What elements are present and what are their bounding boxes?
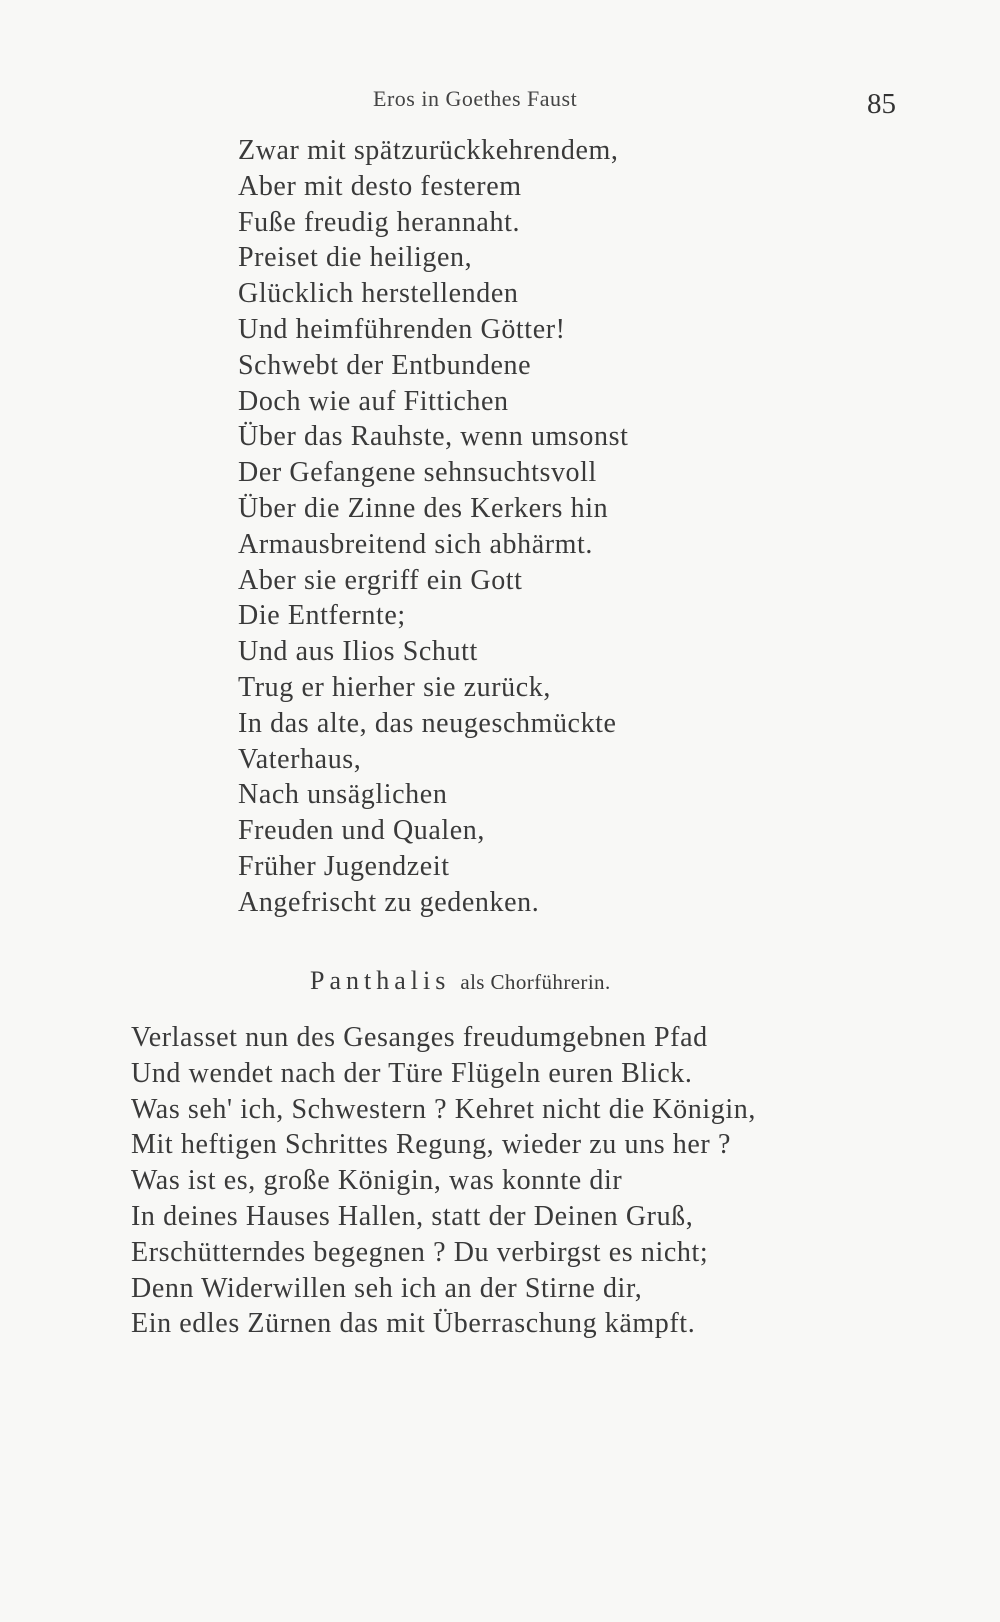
speech-line: Und wendet nach der Türe Flügeln euren Blick. bbox=[131, 1057, 693, 1089]
speaker-role: als Chorführerin. bbox=[460, 970, 611, 994]
verse-line: Angefrischt zu gedenken. bbox=[238, 886, 540, 918]
verse-line: In das alte, das neugeschmückte bbox=[238, 707, 617, 739]
verse-line: Über die Zinne des Kerkers hin bbox=[238, 492, 609, 524]
speech-block bbox=[131, 1020, 756, 1342]
speaker-heading bbox=[310, 966, 611, 996]
verse-line: Aber mit desto festerem bbox=[238, 170, 522, 202]
speech-line: Ein edles Zürnen das mit Überraschung kämpft. bbox=[131, 1308, 696, 1340]
verse-line: Zwar mit spätzurückkehrendem, bbox=[238, 135, 619, 166]
verse-line: Über das Rauhste, wenn umsonst bbox=[238, 421, 629, 453]
speech-line: Was seh' ich, Schwestern ? Kehret nicht die Königin, bbox=[131, 1093, 756, 1125]
verse-line: Und aus Ilios Schutt bbox=[238, 636, 478, 668]
verse-line: Schwebt der Entbundene bbox=[238, 349, 532, 381]
speaker-name: Panthalis bbox=[310, 966, 451, 995]
verse-line: Fuße freudig herannaht. bbox=[238, 206, 521, 238]
verse-line: Nach unsäglichen bbox=[238, 779, 448, 811]
verse-line: Die Entfernte; bbox=[238, 600, 406, 632]
speech-line: Was ist es, große Königin, was konnte dir bbox=[131, 1165, 623, 1197]
running-title: Eros in Goethes Faust bbox=[373, 86, 578, 111]
verse-line: Der Gefangene sehnsuchtsvoll bbox=[238, 457, 597, 489]
verse-block bbox=[238, 133, 629, 921]
page-number: 85 bbox=[867, 88, 896, 120]
verse-line: Armausbreitend sich abhärmt. bbox=[238, 528, 594, 560]
verse-line: Früher Jugendzeit bbox=[238, 850, 450, 882]
speech-line: Verlasset nun des Gesanges freudumgebnen Pfad bbox=[131, 1022, 708, 1053]
speech-line: Denn Widerwillen seh ich an der Stirne dir, bbox=[131, 1272, 643, 1304]
speech-line: Erschütterndes begegnen ? Du verbirgst es nicht; bbox=[131, 1236, 709, 1268]
verse-line: Preiset die heiligen, bbox=[238, 242, 473, 274]
verse-line: Freuden und Qualen, bbox=[238, 815, 486, 847]
verse-line: Doch wie auf Fittichen bbox=[238, 385, 509, 417]
verse-line: Aber sie ergriff ein Gott bbox=[238, 564, 523, 596]
verse-line: Vaterhaus, bbox=[238, 743, 362, 775]
verse-line: Trug er hierher sie zurück, bbox=[238, 671, 551, 703]
verse-line: Glücklich herstellenden bbox=[238, 278, 519, 310]
speech-line: In deines Hauses Hallen, statt der Deinen Gruß, bbox=[131, 1200, 694, 1232]
verse-line: Und heimführenden Götter! bbox=[238, 313, 566, 345]
speech-line: Mit heftigen Schrittes Regung, wieder zu uns her ? bbox=[131, 1129, 731, 1161]
